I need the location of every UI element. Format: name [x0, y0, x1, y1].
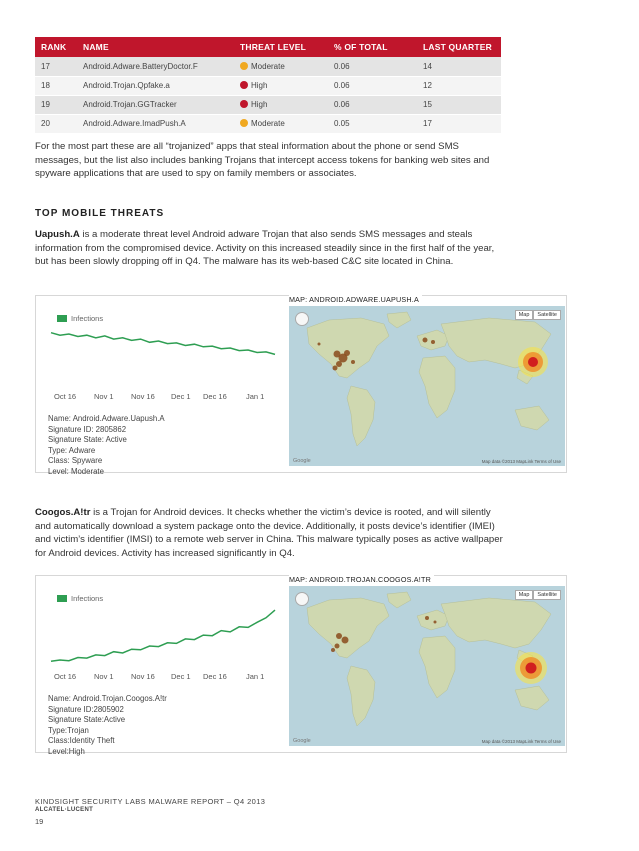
map-attribution[interactable]: Map data ©2013 MapLink Terms of Use — [481, 459, 561, 464]
cell-pct-total: 0.06 — [328, 76, 417, 95]
series-line-infections-1 — [51, 333, 275, 355]
threat-name-1: Uapush.A — [35, 229, 80, 240]
col-header-rank: RANK — [35, 37, 77, 57]
cell-pct-total: 0.06 — [328, 57, 417, 76]
threat-level-dot-icon — [240, 100, 248, 108]
map-attribution[interactable]: Map data ©2013 MapLink Terms of Use — [481, 739, 561, 744]
table-row — [35, 114, 501, 133]
info-class: Class: Spyware — [48, 456, 103, 465]
satellite-view-button[interactable]: Satellite — [533, 590, 561, 600]
info-signature-id: Signature ID: 2805862 — [48, 424, 127, 434]
world-map-svg — [289, 306, 565, 466]
cell-threat-level — [234, 95, 328, 114]
pan-control-icon[interactable] — [295, 312, 309, 326]
map-title-1: MAP: ANDROID.ADWARE.UAPUSH.A — [289, 295, 422, 304]
cell-last-quarter: 17 — [417, 114, 501, 133]
intro-paragraph: For the most part these are all “trojanized” apps that steal information about the phone or send SMS messages, but the list also includes banking Trojans that intercept access tokens for banking web sites and spyware applications that are used to spy on family members or associates. — [35, 141, 490, 179]
footer-report-title: KINDSIGHT SECURITY LABS MALWARE REPORT – Q4 2013 — [35, 797, 266, 806]
info-type: Type:Trojan — [48, 725, 89, 735]
info-signature-id: Signature ID:2805902 — [48, 704, 124, 714]
x-tick-label: Jan 1 — [246, 672, 265, 681]
cell-last-quarter: 14 — [417, 57, 501, 76]
cell-pct-total: 0.06 — [328, 95, 417, 114]
x-tick-label: Nov 1 — [94, 672, 114, 681]
map-view-button[interactable]: Map — [515, 310, 534, 320]
threat-level-label: High — [251, 100, 268, 109]
x-tick-label: Oct 16 — [54, 672, 77, 681]
section-heading: TOP MOBILE THREATS — [35, 208, 165, 219]
cell-last-quarter: 15 — [417, 95, 501, 114]
map-view-button[interactable]: Map — [515, 590, 534, 600]
legend-label-1: Infections — [71, 314, 104, 323]
x-tick-label: Nov 16 — [131, 672, 155, 681]
satellite-view-button[interactable]: Satellite — [533, 310, 561, 320]
x-tick-label: Nov 16 — [131, 392, 155, 401]
infection-map-1[interactable] — [289, 306, 565, 466]
chart-svg-1 — [43, 305, 283, 405]
page-number: 19 — [35, 817, 44, 826]
x-tick-label: Jan 1 — [246, 392, 265, 401]
threat-level-dot-icon — [240, 62, 248, 70]
map-logo: Google — [293, 738, 311, 744]
info-signature-state: Signature State: Active — [48, 435, 127, 444]
cell-last-quarter: 12 — [417, 76, 501, 95]
cell-name: Android.Adware.ImadPush.A — [77, 114, 234, 133]
signature-info-1 — [48, 414, 165, 477]
threat-name-2: Coogos.A!tr — [35, 507, 91, 518]
chart-svg-2 — [43, 585, 283, 685]
info-level: Level: Moderate — [48, 466, 104, 476]
x-tick-label: Dec 16 — [203, 392, 227, 401]
info-type: Type: Adware — [48, 445, 96, 455]
info-name: Name: Android.Trojan.Coogos.A!tr — [48, 694, 167, 703]
threat-panel-1 — [35, 295, 567, 476]
info-name: Name: Android.Adware.Uapush.A — [48, 414, 165, 423]
info-signature-state: Signature State:Active — [48, 715, 126, 724]
col-header-name: NAME — [77, 37, 234, 57]
col-header-pct-total: % OF TOTAL — [328, 37, 417, 57]
threat-level-label: High — [251, 81, 268, 90]
footer-brand-logo: ALCATEL·LUCENT — [35, 807, 94, 813]
table-row — [35, 95, 501, 114]
map-type-buttons — [515, 590, 561, 600]
col-header-threat-level: THREAT LEVEL — [234, 37, 328, 57]
threat-text-1: is a moderate threat level Android adware Trojan that also sends SMS messages and steals information from the compromised device. Activity on this increased steadily since in the first half of the year, but has been slowly dropping off in Q4. The malware has its web-based C&C site located in China. — [35, 229, 495, 267]
infections-chart-1 — [43, 305, 283, 405]
table-row — [35, 76, 501, 95]
infection-map-2[interactable] — [289, 586, 565, 746]
legend-label-2: Infections — [71, 594, 104, 603]
threat-table — [35, 37, 501, 134]
cell-pct-total: 0.05 — [328, 114, 417, 133]
cell-threat-level — [234, 57, 328, 76]
infections-chart-2 — [43, 585, 283, 685]
cell-rank: 18 — [35, 76, 77, 95]
cell-name: Android.Trojan.GGTracker — [77, 95, 234, 114]
x-tick-label: Dec 1 — [171, 392, 191, 401]
threat-description-1 — [35, 228, 505, 269]
cell-name: Android.Adware.BatteryDoctor.F — [77, 57, 234, 76]
threat-level-label: Moderate — [251, 61, 285, 71]
signature-info-2 — [48, 694, 167, 757]
table-row — [35, 57, 501, 76]
cell-name: Android.Trojan.Qpfake.a — [77, 76, 234, 95]
x-tick-label: Nov 1 — [94, 392, 114, 401]
threat-panel-2 — [35, 575, 567, 756]
info-class: Class:Identity Theft — [48, 736, 115, 745]
map-type-buttons — [515, 310, 561, 320]
threat-level-label: Moderate — [251, 119, 285, 128]
cell-rank: 20 — [35, 114, 77, 133]
series-line-infections-2 — [51, 610, 275, 661]
x-tick-label: Dec 16 — [203, 672, 227, 681]
threat-level-dot-icon — [240, 119, 248, 127]
col-header-last-quarter: LAST QUARTER — [417, 37, 501, 57]
cell-rank: 19 — [35, 95, 77, 114]
cell-rank: 17 — [35, 57, 77, 76]
table-header-row — [35, 37, 501, 57]
threat-description-2 — [35, 506, 505, 560]
threat-text-2: is a Trojan for Android devices. It checks whether the victim’s device is rooted, and will silently and automatically download a system package onto the device. Additionally, it posts device’s identifier (IMEI) and victim’s identifier (IMSI) to a remote web server in China. This malware typically poses as active wallpaper for Android devices. Activity has increased significantly in Q4. — [35, 507, 503, 559]
info-level: Level:High — [48, 746, 85, 756]
map-title-2: MAP: ANDROID.TROJAN.COOGOS.A!TR — [289, 575, 434, 584]
pan-control-icon[interactable] — [295, 592, 309, 606]
x-tick-label: Dec 1 — [171, 672, 191, 681]
cell-threat-level — [234, 76, 328, 95]
cell-threat-level — [234, 114, 328, 133]
world-map-svg — [289, 586, 565, 746]
threat-level-dot-icon — [240, 81, 248, 89]
x-tick-label: Oct 16 — [54, 392, 77, 401]
map-logo: Google — [293, 458, 311, 464]
